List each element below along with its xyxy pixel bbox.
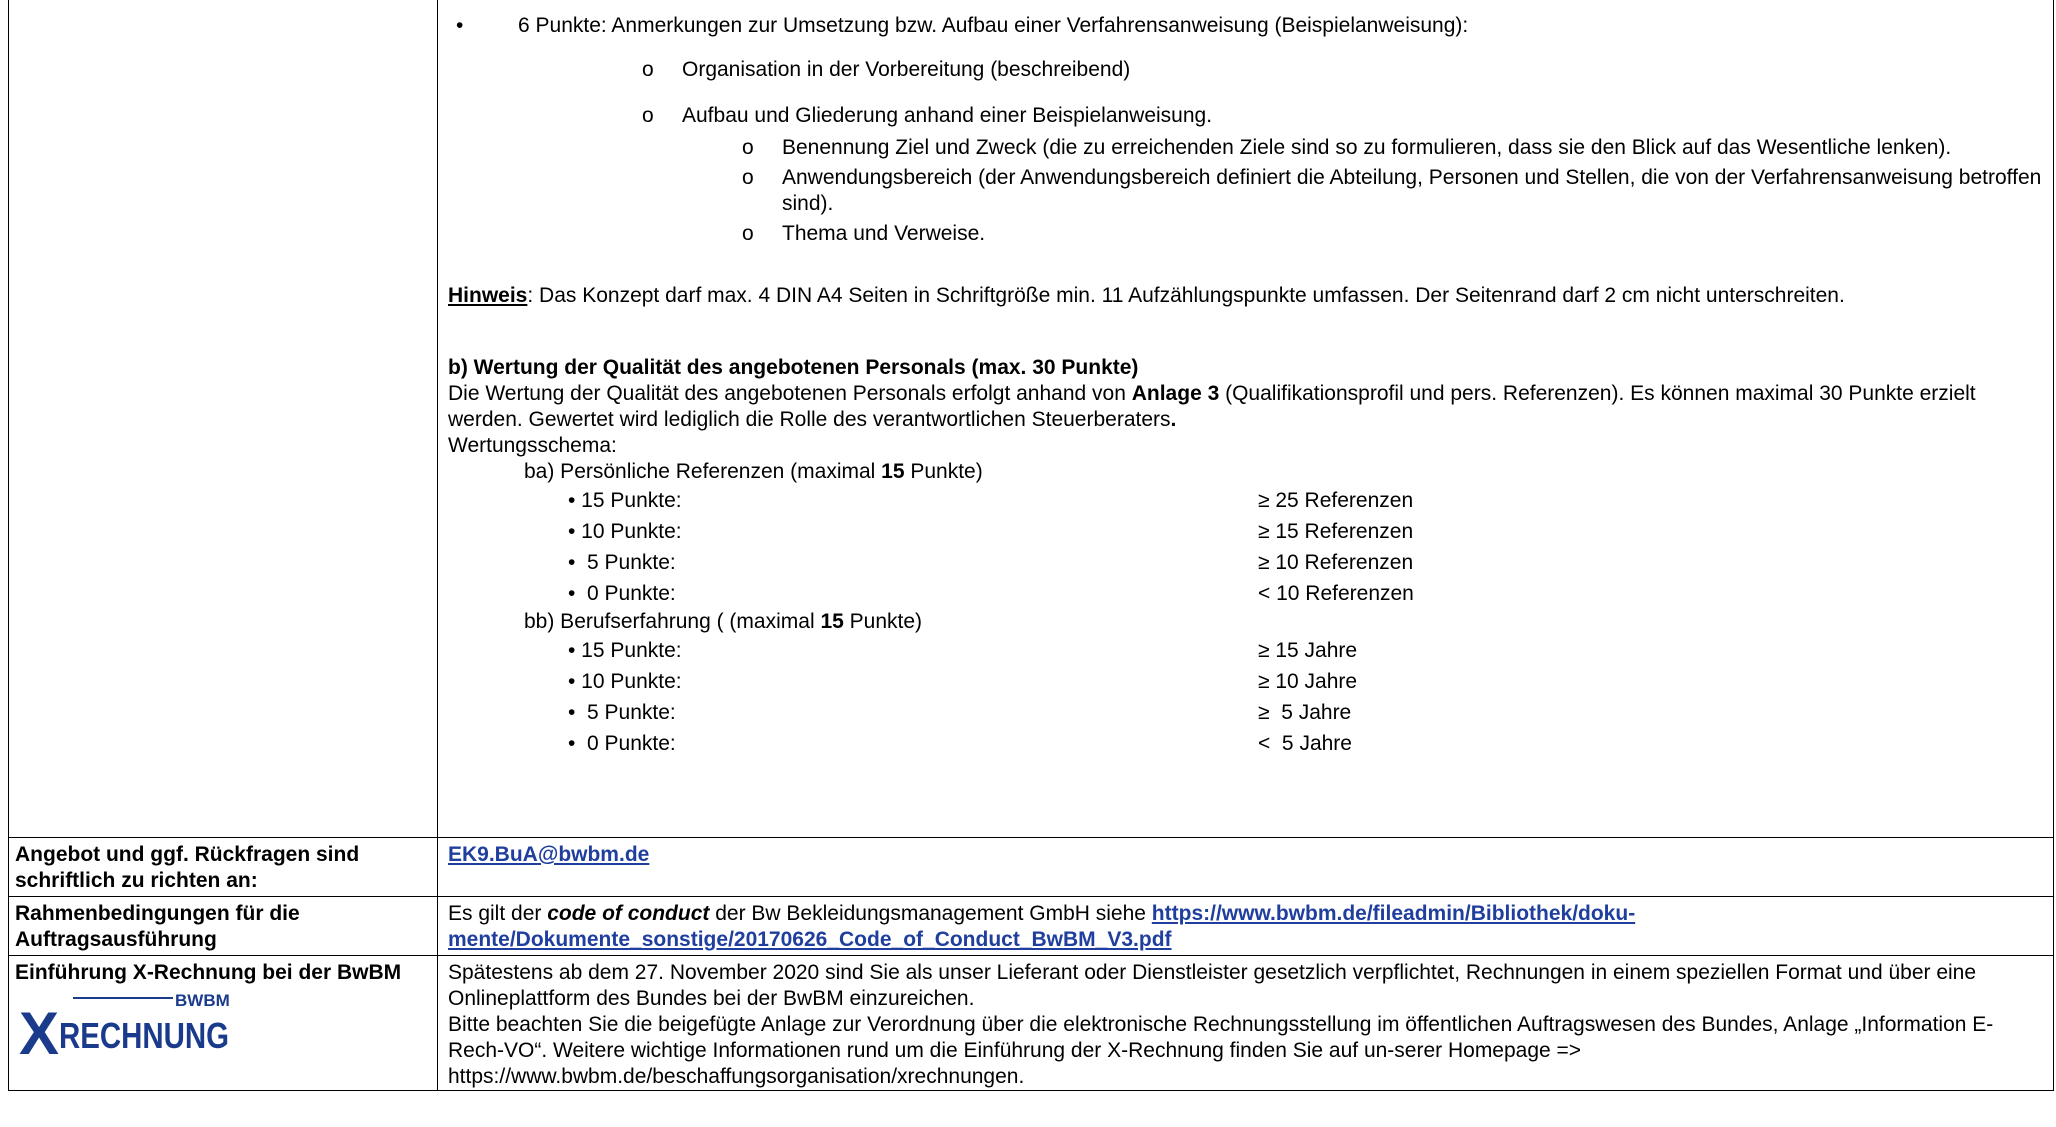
schema-row <box>568 635 2043 666</box>
sub-item <box>448 57 2043 83</box>
section-b-title: b) Wertung der Qualität des angebotenen Personals (max. 30 Punkte) <box>448 356 1139 379</box>
sub-sub-item <box>448 221 2043 247</box>
conditions-text-part: Es gilt der <box>448 902 548 925</box>
tender-table <box>8 0 2054 1091</box>
section-b-text-part: (Qualifikationsprofil und pers. Referenzen). Es können maximal 30 Punkte erzielt werden. Gewertet wird lediglich die Rolle des verantwortlichen Steuerberaters <box>448 382 1976 431</box>
contact-label: Angebot und ggf. Rückfragen sind schriftlich zu richten an: <box>9 838 438 897</box>
xrechnung-label: Einführung X-Rechnung bei der BwBM <box>15 961 402 984</box>
schema-points: • 5 Punkte: <box>568 551 676 574</box>
schema-criterion: < 10 Referenzen <box>1258 582 1414 605</box>
main-bullet-text: 6 Punkte: Anmerkungen zur Umsetzung bzw. Aufbau einer Verfahrensanweisung (Beispielanweisung): <box>518 14 1469 37</box>
contact-row <box>9 838 2054 897</box>
section-b-text-part: Die Wertung der Qualität des angebotenen Personals erfolgt anhand von <box>448 382 1132 405</box>
bb-heading-part: bb) Berufserfahrung ( (maximal <box>524 610 821 633</box>
schema-points: • 15 Punkte: <box>568 639 682 662</box>
schema-row <box>568 728 2043 759</box>
schema-criterion: ≥ 10 Jahre <box>1258 670 1358 693</box>
schema-points: • 10 Punkte: <box>568 520 682 543</box>
sub-item-text: Aufbau und Gliederung anhand einer Beispielanweisung. <box>682 104 1213 127</box>
bb-max-points: 15 <box>820 610 844 633</box>
bb-schema-list <box>448 635 2043 759</box>
xrechnung-row <box>9 956 2054 1091</box>
link-part[interactable]: https://www.bwbm.de/fileadmin/Bibliothek/doku- <box>1151 902 1636 925</box>
section-b-text-end: . <box>1170 408 1177 431</box>
hint-text: : Das Konzept darf max. 4 DIN A4 Seiten in Schriftgröße min. 11 Aufzählungspunkte umfassen. Der Seitenrand darf 2 cm nicht unterschreiten. <box>527 284 1845 307</box>
schema-points: • 0 Punkte: <box>568 732 676 755</box>
circle-bullet-icon: o <box>742 166 754 189</box>
schema-points: • 0 Punkte: <box>568 582 676 605</box>
circle-bullet-icon: o <box>742 222 754 245</box>
bb-heading-part: Punkte) <box>843 610 923 633</box>
ba-schema-list <box>448 485 2043 609</box>
evaluation-label-cell <box>9 0 438 838</box>
contact-email-link[interactable]: EK9.BuA@bwbm.de <box>448 843 650 866</box>
schema-points: • 15 Punkte: <box>568 489 682 512</box>
evaluation-row <box>9 0 2054 838</box>
ba-heading-part: ba) Persönliche Referenzen (maximal <box>524 460 882 483</box>
xrechnung-logo <box>15 992 255 1062</box>
contact-content-cell <box>438 838 2054 897</box>
schema-row <box>568 697 2043 728</box>
xrechnung-paragraph: Bitte beachten Sie die beigefügte Anlage zur Verordnung über die elektronische Rechnungsstellung im öffentlichen Auftragswesen des Bundes, Anlage „Information E-Rech-VO“. Weitere wichtige Informationen rund um die Einführung der X-Rechnung finden Sie auf un-serer Homepage => https://www.bwbm.de/beschaffungsorganisation/xrechnungen. <box>448 1013 1994 1088</box>
logo-bwbm-text: BWBM <box>175 992 230 1010</box>
circle-bullet-icon: o <box>742 136 754 159</box>
conditions-text-part: der Bw Bekleidungsmanagement GmbH siehe <box>709 902 1152 925</box>
schema-row <box>568 485 2043 516</box>
schema-criterion: < 5 Jahre <box>1258 732 1352 755</box>
sub-sub-item <box>448 135 2043 161</box>
schema-row <box>568 666 2043 697</box>
conditions-label: Rahmenbedingungen für die Auftragsausführung <box>9 897 438 956</box>
sub-sub-item <box>448 165 2043 217</box>
bb-heading <box>448 609 2043 635</box>
schema-row <box>568 547 2043 578</box>
xrechnung-label-cell <box>9 956 438 1091</box>
ba-heading-part: Punkte) <box>904 460 983 483</box>
conditions-row <box>9 897 2054 956</box>
conditions-content-cell <box>438 897 2054 956</box>
schema-label: Wertungsschema: <box>448 434 617 457</box>
xrechnung-logo-icon <box>15 992 255 1062</box>
link-part[interactable]: mente/Dokumente_sonstige/20170626_Code_of_Conduct_BwBM_V3.pdf <box>448 928 1172 951</box>
schema-row <box>568 516 2043 547</box>
ba-max-points: 15 <box>881 460 905 483</box>
code-of-conduct-term: code of conduct <box>547 902 710 925</box>
logo-rechnung-text: RECHNUNG <box>59 1015 229 1056</box>
anlage-reference: Anlage 3 <box>1131 382 1220 405</box>
sub-sub-item-text: Anwendungsbereich (der Anwendungsbereich definiert die Abteilung, Personen und Stellen, die von der Verfahrensanweisung betroffen sind). <box>782 166 2042 215</box>
xrechnung-paragraph: Spätestens ab dem 27. November 2020 sind Sie als unser Lieferant oder Dienstleister gesetzlich verpflichtet, Rechnungen in einem speziellen Format und über eine Onlineplattform des Bundes bei der BwBM einzureichen. <box>448 961 1977 1010</box>
sub-item <box>448 103 2043 129</box>
schema-criterion: ≥ 5 Jahre <box>1258 701 1352 724</box>
schema-criterion: ≥ 15 Referenzen <box>1258 520 1414 543</box>
schema-points: • 5 Punkte: <box>568 701 676 724</box>
logo-x-letter: X <box>19 1000 60 1062</box>
schema-criterion: ≥ 25 Referenzen <box>1258 489 1414 512</box>
evaluation-content-cell <box>438 0 2054 838</box>
hint-paragraph <box>448 283 2043 309</box>
circle-bullet-icon: o <box>642 104 654 127</box>
sub-sub-item-text: Thema und Verweise. <box>782 222 986 245</box>
schema-points: • 10 Punkte: <box>568 670 682 693</box>
schema-criterion: ≥ 15 Jahre <box>1258 639 1358 662</box>
sub-sub-item-text: Benennung Ziel und Zweck (die zu erreichenden Ziele sind so zu formulieren, dass sie den Blick auf das Wesentliche lenken). <box>782 136 1952 159</box>
main-bullet <box>448 13 2043 39</box>
hint-label: Hinweis <box>448 284 528 307</box>
schema-row <box>568 578 2043 609</box>
circle-bullet-icon: o <box>642 58 654 81</box>
ba-heading <box>448 459 2043 485</box>
bullet-dot: • <box>456 14 464 37</box>
sub-item-text: Organisation in der Vorbereitung (beschreibend) <box>682 58 1131 81</box>
xrechnung-content-cell <box>438 956 2054 1091</box>
section-b-text <box>448 381 2043 433</box>
schema-criterion: ≥ 10 Referenzen <box>1258 551 1414 574</box>
